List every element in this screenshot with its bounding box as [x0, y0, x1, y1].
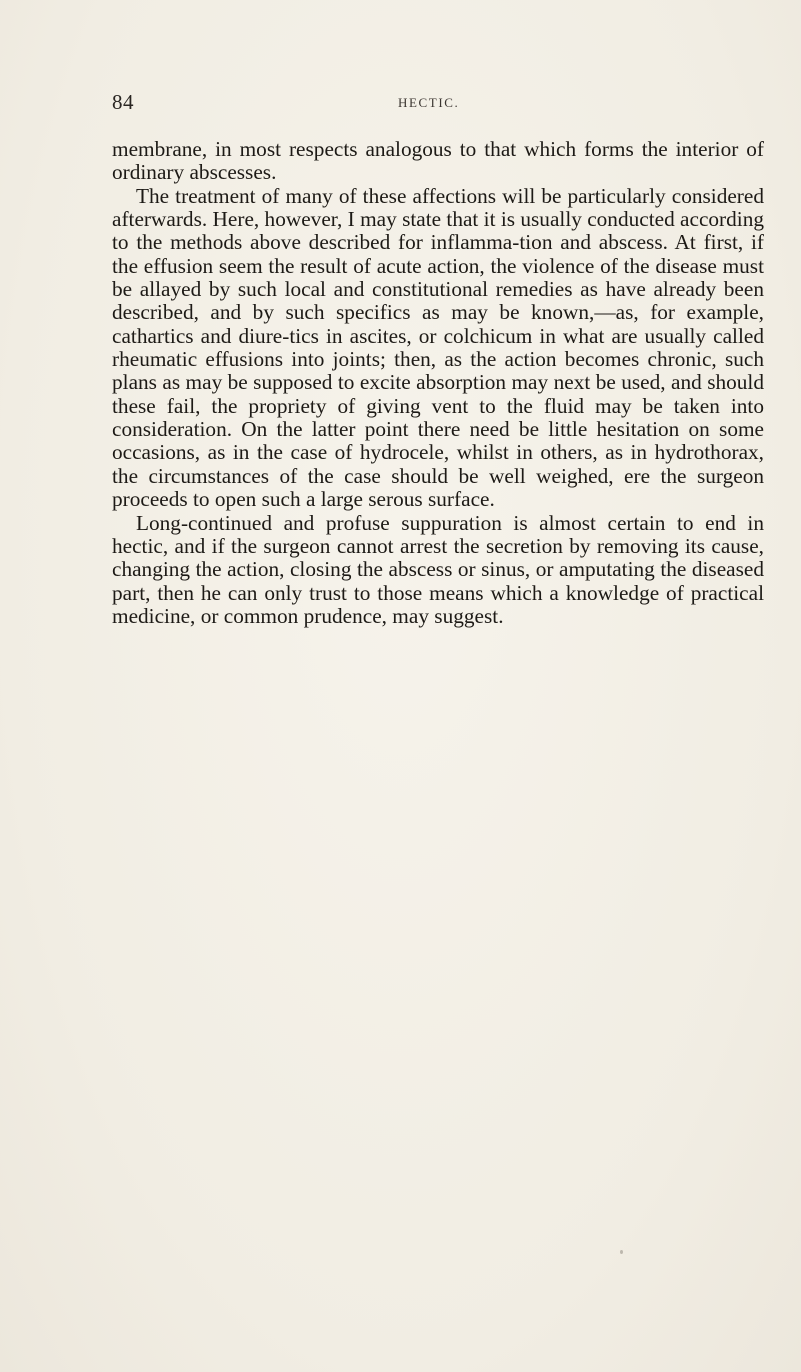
running-head	[112, 90, 764, 114]
paragraph-treatment: The treatment of many of these affections will be particularly considered afterwards. Here, however, I may state that it is usually conducted according to the methods above described for inflamma-tion and abscess. At first, if the effusion seem the result of acute action, the violence of the disease must be allayed by such local and constitutional remedies as have already been described, and by such specifics as may be known,—as, for example, cathartics and diure-tics in ascites, or colchicum in what are usually called rheumatic effusions into joints; then, as the action becomes chronic, such plans as may be supposed to excite absorption may next be used, and should these fail, the propriety of giving vent to the fluid may be taken into consideration. On the latter point there need be little hesitation on some occasions, as in the case of hydrocele, whilst in others, as in hydrothorax, the circumstances of the case should be well weighed, ere the surgeon proceeds to open such a large serous surface.	[112, 183, 765, 512]
page-number: 84	[112, 90, 134, 114]
running-title: HECTIC.	[398, 95, 460, 110]
paragraph-suppuration: Long-continued and profuse suppuration is almost certain to end in hectic, and if the surgeon cannot arrest the secretion by removing its cause, changing the action, closing the abscess or sinus, or amputating the diseased part, then he can only trust to those means which a knowledge of practical medicine, or common prudence, may suggest.	[112, 510, 764, 628]
paper-speck	[620, 1250, 623, 1254]
body-text	[112, 138, 764, 628]
paragraph-continuation: membrane, in most respects analogous to that which forms the interior of ordinary abscesses.	[112, 137, 764, 185]
